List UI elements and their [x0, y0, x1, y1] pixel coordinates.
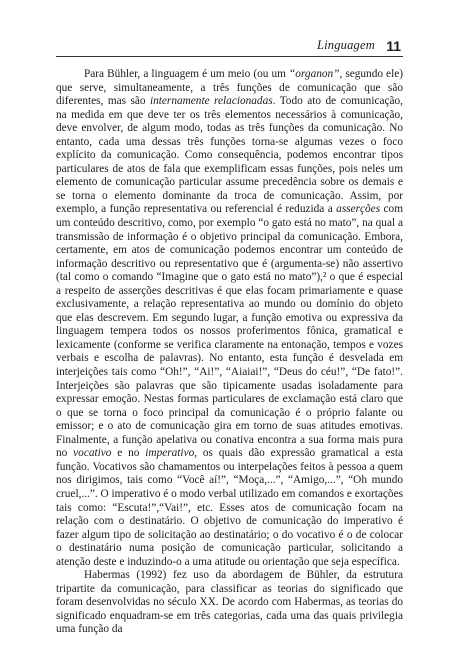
running-header	[56, 38, 403, 57]
text-run: . Todo ato de comunicação, na medida em que deve ter os três elementos necessários à comunicação, deve envolver, de algum modo, todas as três funções da comunicação. No entanto, cada uma dessas três funções torna-se algumas vezes o foco explícito da comunicação. Como consequência, podemos encontrar tipos particulares de atos de fala que exemplificam essas funções, pois neles um elemento de comunicação particular assume precedência sobre os demais e se torna o elemento dominante da troca de comunicação. Assim, por exemplo, a função representativa ou referencial é reduzida a	[56, 95, 403, 216]
italic-text: vocativo	[73, 447, 112, 460]
text-run: , os quais dão expressão gramatical a esta função. Vocativos são chamamentos ou interpelações feitos à pessoa a quem nos dirigimos, tais como “Você aí!”, “Moça,...”, “Amigo,...”, “Oh mundo cruel,...”. O imperativo é o modo verbal utilizado em comandos e exortações tais como: “Escuta!”,“Vai!”, etc. Esses atos de comunicação focam na relação com o destinatário. O objetivo de comunicação do imperativo é fazer algum tipo de solicitação ao destinatário; o do vocativo é o de colocar o destinatário numa posição de comunicação particular, solicitando a atenção deste e induzindo-o a uma atitude ou orientação que seja específica.	[56, 447, 403, 568]
paragraph-buhler	[56, 68, 403, 569]
paragraph-habermas	[56, 569, 403, 637]
italic-text: “organon”	[289, 68, 340, 80]
text-run: Habermas (1992) fez uso da abordagem de Bühler, da estrutura tripartite da comunicação, para classificar as teorias do significado que foram desenvolvidas no século XX. De acordo com Habermas, as teorias do significado enquadram-se em três categorias, cada uma das quais privilegia uma função da	[56, 569, 403, 636]
text-run: , segundo ele) que serve, simultaneamente, a três funções de comunicação que são diferentes, mas são	[56, 68, 403, 108]
text-run: e no	[111, 447, 146, 460]
italic-text: imperativo	[145, 447, 195, 460]
italic-text: asserções	[336, 203, 381, 216]
running-title: Linguagem	[316, 38, 375, 52]
text-run: com um conteúdo descritivo, como, por exemplo “o gato está no mato”, na qual a transmissão de informação é o objetivo principal da comunicação. Embora, certamente, em atos de comunicação podemos encontrar um conteúdo de informação descritivo ou representativo que é (argumenta-se) não assertivo (tal como o comando “Imagine que o gato está no mato”),² o que é especial a respeito de asserções descritivas é que elas focam primariamente e quase exclusivamente, a relação representativa ao mundo ou domínio do objeto que elas descrevem. Em segundo lugar, a função emotiva ou expressiva da linguagem tempera todos os nossos proferimentos fônica, gramatical e lexicamente (conforme se verifica claramente na entonação, tempos e vozes verbais e escolha de palavras). No entanto, esta função é desvelada em interjeições tais como “Oh!”, “Ai!”, “Aiaiai!”, “Deus do céu!”, “De fato!”. Interjeições são palavras que são tipicamente usadas isoladamente para expressar emoção. Nestas formas particulares de exclamação está claro que o que se torna o foco principal da comunicação é o próprio falante ou emissor; e o ato de comunicação gira em torno de suas atitudes emotivas. Finalmente, a função apelativa ou conativa encontra a sua forma mais pura no	[56, 203, 403, 460]
italic-text: internamente relacionadas	[149, 95, 273, 108]
text-run: Para Bühler, a linguagem é um meio (ou um	[84, 68, 290, 80]
page-number: 11	[386, 38, 401, 54]
body-text	[56, 68, 403, 637]
